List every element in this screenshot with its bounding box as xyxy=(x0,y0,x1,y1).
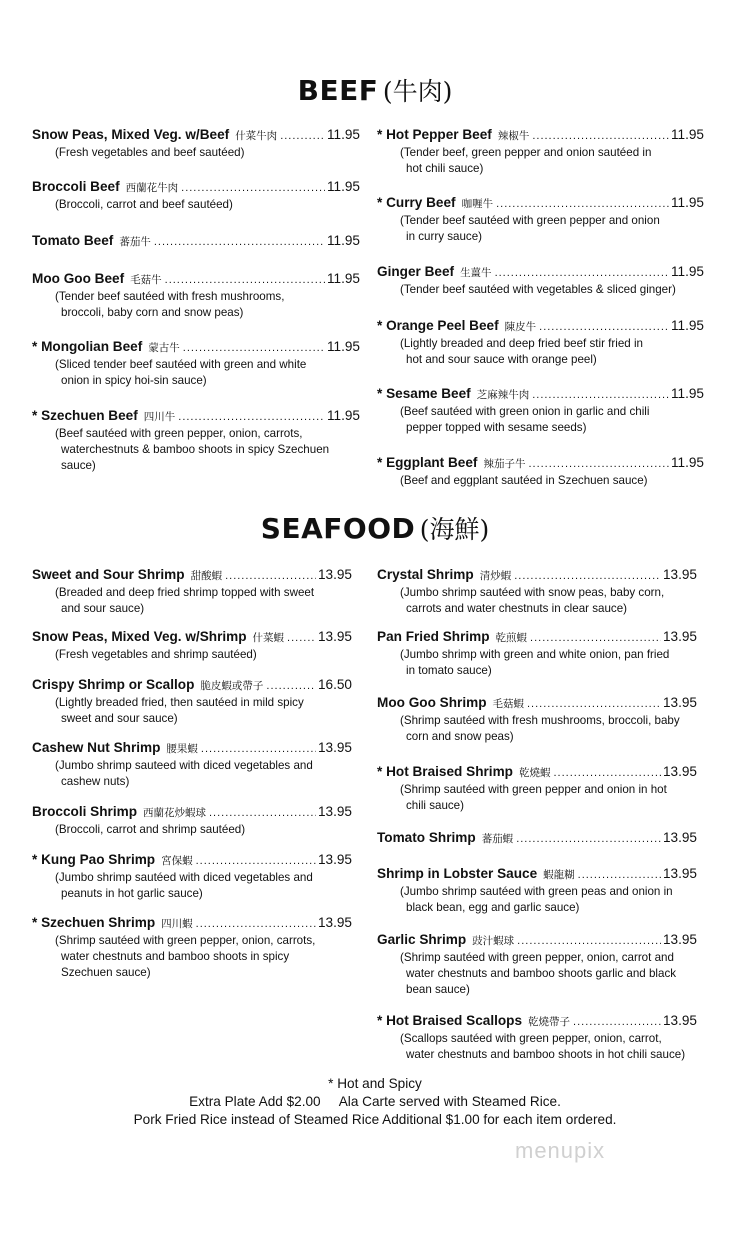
dish-price: 11.95 xyxy=(670,386,704,401)
menu-item-line xyxy=(377,629,697,645)
dish-description: carrots and water chestnuts in clear sauce) xyxy=(406,602,628,615)
dot-leader xyxy=(553,767,661,779)
dish-name: Ginger Beef xyxy=(377,264,455,279)
dot-leader xyxy=(527,698,661,710)
dish-name: Crispy Shrimp or Scallop xyxy=(32,677,195,692)
dot-leader xyxy=(496,198,669,210)
menu-item xyxy=(32,271,360,321)
menu-item-line xyxy=(32,629,352,645)
menu-item-line xyxy=(377,195,704,211)
dot-leader xyxy=(516,833,661,845)
dish-price: 13.95 xyxy=(662,695,697,710)
dish-description: (Jumbo shrimp sautéed with snow peas, baby corn, xyxy=(400,586,665,599)
menu-item xyxy=(377,866,697,916)
menu-item-line xyxy=(32,852,352,868)
menu-item xyxy=(32,179,360,213)
dish-description: (Jumbo shrimp sauteed with diced vegetables and xyxy=(55,759,313,772)
dot-leader xyxy=(196,918,316,930)
menu-item xyxy=(32,677,352,727)
footer-spicy-note: * Hot and Spicy xyxy=(328,1076,422,1091)
dish-price: 13.95 xyxy=(662,629,697,644)
dish-description: and sour sauce) xyxy=(61,602,145,615)
menu-item-line xyxy=(32,127,360,143)
dish-name: Crystal Shrimp xyxy=(377,567,474,582)
dish-description: cashew nuts) xyxy=(61,775,130,788)
dish-description: (Fresh vegetables and shrimp sautéed) xyxy=(55,648,257,661)
dot-leader xyxy=(183,342,325,354)
dish-name-chinese: 辣茄子牛 xyxy=(483,458,526,470)
dish-name-chinese: 毛菇牛 xyxy=(130,274,162,286)
dish-name-chinese: 蕃茄蝦 xyxy=(481,833,514,845)
dish-name-chinese: 宮保蝦 xyxy=(161,855,193,867)
dish-description: (Fresh vegetables and beef sautéed) xyxy=(55,146,245,159)
dish-name: Garlic Shrimp xyxy=(377,932,467,947)
dish-price: 11.95 xyxy=(326,339,360,354)
menu-item-line xyxy=(32,271,360,287)
dish-name: * Hot Braised Shrimp xyxy=(377,764,513,779)
dish-name-chinese: 什菜蝦 xyxy=(252,632,285,644)
dish-description: (Beef sautéed with green onion in garlic and chili xyxy=(400,405,650,418)
menu-item xyxy=(32,127,360,161)
dish-price: 13.95 xyxy=(662,932,697,947)
menu-item xyxy=(32,567,352,617)
menu-item xyxy=(32,629,352,663)
menu-item-line xyxy=(377,764,697,780)
dot-leader xyxy=(528,458,669,470)
dish-description: waterchestnuts & bamboo shoots in spicy Szechuen sauce) xyxy=(61,443,330,472)
menu-item xyxy=(377,695,697,745)
dish-name: Sweet and Sour Shrimp xyxy=(32,567,185,582)
dish-description: water chestnuts and bamboo shoots in hot chili sauce) xyxy=(406,1048,686,1061)
menu-item xyxy=(32,408,360,474)
dish-price: 13.95 xyxy=(662,866,697,881)
dish-description: (Beef and eggplant sautéed in Szechuen sauce) xyxy=(400,474,648,487)
dot-leader xyxy=(266,680,316,692)
dish-name: * Curry Beef xyxy=(377,195,456,210)
menu-item xyxy=(32,804,352,838)
menu-item xyxy=(377,629,697,679)
dish-price: 11.95 xyxy=(670,195,704,210)
dot-leader xyxy=(165,274,325,286)
menu-item xyxy=(377,318,704,368)
dish-price: 11.95 xyxy=(670,318,704,333)
dish-description: (Beef sautéed with green pepper, onion, carrots, xyxy=(55,427,303,440)
menu-item xyxy=(377,932,697,998)
dot-leader xyxy=(517,935,661,947)
dish-name-chinese: 蝦龍糊 xyxy=(543,869,575,881)
menu-item xyxy=(377,195,704,245)
dish-description: chili sauce) xyxy=(406,799,464,812)
dish-name-chinese: 陳皮牛 xyxy=(504,321,537,333)
dish-price: 13.95 xyxy=(317,915,352,930)
beef-title-cn: (牛肉) xyxy=(382,77,453,106)
dish-name-chinese: 蒙古牛 xyxy=(148,342,180,354)
dot-leader xyxy=(514,570,661,582)
dish-price: 13.95 xyxy=(317,804,352,819)
menu-item-line xyxy=(377,866,697,882)
menu-item xyxy=(377,764,697,814)
dish-name: Cashew Nut Shrimp xyxy=(32,740,161,755)
dish-description: peanuts in hot garlic sauce) xyxy=(61,887,203,900)
seafood-title: SEAFOOD xyxy=(260,512,416,545)
dish-description: (Shrimp sautéed with green pepper, onion, carrot and xyxy=(400,951,674,964)
beef-title: BEEF xyxy=(297,74,379,107)
dish-name-chinese: 四川蝦 xyxy=(161,918,193,930)
dish-name: * Mongolian Beef xyxy=(32,339,143,354)
dish-name: * Szechuen Shrimp xyxy=(32,915,156,930)
dish-price: 11.95 xyxy=(670,264,704,279)
menu-item-line xyxy=(32,567,352,583)
menu-item-line xyxy=(377,264,704,280)
dish-price: 11.95 xyxy=(326,271,360,286)
menu-item xyxy=(377,567,697,617)
dish-description: (Scallops sautéed with green pepper, onion, carrot, xyxy=(400,1032,662,1045)
dish-name: Moo Goo Beef xyxy=(32,271,125,286)
menupix-watermark: menupix xyxy=(515,1138,606,1163)
dish-description: (Shrimp sautéed with green pepper, onion, carrots, xyxy=(55,934,316,947)
dot-leader xyxy=(539,321,669,333)
dot-leader xyxy=(154,236,325,248)
dish-name: Tomato Beef xyxy=(32,233,114,248)
dish-description: water chestnuts and bamboo shoots garlic and black xyxy=(406,967,677,980)
dish-price: 11.95 xyxy=(326,233,360,248)
dish-name-chinese: 毛菇蝦 xyxy=(492,698,524,710)
menu-item xyxy=(377,264,704,298)
dish-name-chinese: 甜酸蝦 xyxy=(190,570,223,582)
dish-name: Snow Peas, Mixed Veg. w/Beef xyxy=(32,127,230,142)
dish-name: * Szechuen Beef xyxy=(32,408,138,423)
dot-leader xyxy=(495,267,669,279)
dish-description: (Tender beef sautéed with vegetables & sliced ginger) xyxy=(400,283,676,296)
menu-footer xyxy=(0,1075,750,1129)
menu-item-line xyxy=(32,233,360,249)
dish-description: black bean, egg and garlic sauce) xyxy=(406,901,580,914)
menu-item-line xyxy=(377,830,697,846)
dish-name-chinese: 清炒蝦 xyxy=(479,570,512,582)
dish-price: 13.95 xyxy=(317,629,352,644)
menu-item-line xyxy=(32,179,360,195)
dish-price: 16.50 xyxy=(317,677,352,692)
dish-name-chinese: 腰果蝦 xyxy=(166,743,198,755)
dish-price: 13.95 xyxy=(662,830,697,845)
dish-description: corn and snow peas) xyxy=(406,730,514,743)
dish-price: 11.95 xyxy=(326,179,360,194)
dish-name-chinese: 辣椒牛 xyxy=(497,130,530,142)
dish-name-chinese: 四川牛 xyxy=(143,411,176,423)
dish-name-chinese: 乾燒蝦 xyxy=(518,767,551,779)
dot-leader xyxy=(530,632,661,644)
dish-price: 13.95 xyxy=(317,567,352,582)
dish-price: 11.95 xyxy=(326,408,360,423)
dot-leader xyxy=(578,869,661,881)
dish-name: Shrimp in Lobster Sauce xyxy=(377,866,538,881)
dish-name-chinese: 咖喱牛 xyxy=(461,198,494,210)
dish-description: hot and sour sauce with orange peel) xyxy=(406,353,597,366)
dish-description: (Tender beef sautéed with fresh mushrooms, xyxy=(55,290,285,303)
dish-description: (Lightly breaded fried, then sautéed in mild spicy xyxy=(55,696,304,709)
menu-item-line xyxy=(377,127,704,143)
dish-name-chinese: 豉汁蝦球 xyxy=(472,935,515,947)
dish-name-chinese: 脆皮蝦或帶子 xyxy=(200,680,264,692)
dish-name: Pan Fried Shrimp xyxy=(377,629,490,644)
dish-description: (Sliced tender beef sautéed with green and white xyxy=(55,358,307,371)
dish-description: pepper topped with sesame seeds) xyxy=(406,421,587,434)
beef-section-title xyxy=(0,72,750,108)
dot-leader xyxy=(532,130,669,142)
menu-item xyxy=(32,852,352,902)
menu-item xyxy=(32,233,360,249)
dish-name-chinese: 芝麻辣牛肉 xyxy=(476,389,530,401)
menu-item-line xyxy=(32,740,352,756)
menu-item-line xyxy=(377,318,704,334)
menu-item-line xyxy=(377,1013,697,1029)
dish-description: (Tender beef, green pepper and onion sautéed in xyxy=(400,146,652,159)
dot-leader xyxy=(209,807,316,819)
dish-name-chinese: 蕃茄牛 xyxy=(119,236,151,248)
dish-name-chinese: 西蘭花牛肉 xyxy=(125,182,179,194)
dish-description: sweet and sour sauce) xyxy=(61,712,178,725)
menu-item xyxy=(32,915,352,981)
dot-leader xyxy=(287,632,316,644)
dish-price: 11.95 xyxy=(326,127,360,142)
seafood-title-cn: (海鮮) xyxy=(419,515,490,544)
dish-name-chinese: 西蘭花炒蝦球 xyxy=(143,807,206,819)
dish-name: Moo Goo Shrimp xyxy=(377,695,487,710)
dish-name: Broccoli Shrimp xyxy=(32,804,137,819)
menu-item-line xyxy=(32,915,352,931)
menu-item xyxy=(32,339,360,389)
dish-name: Tomato Shrimp xyxy=(377,830,476,845)
menu-item-line xyxy=(377,932,697,948)
menu-item-line xyxy=(32,408,360,424)
seafood-section-title xyxy=(0,510,750,546)
dish-description: in tomato sauce) xyxy=(406,664,492,677)
dish-description: onion in spicy hoi-sin sauce) xyxy=(61,374,207,387)
dish-description: (Tender beef sautéed with green pepper and onion xyxy=(400,214,660,227)
dot-leader xyxy=(573,1016,661,1028)
dot-leader xyxy=(181,182,325,194)
dish-name: * Sesame Beef xyxy=(377,386,471,401)
dish-price: 13.95 xyxy=(317,852,352,867)
dish-name: * Kung Pao Shrimp xyxy=(32,852,156,867)
dish-description: (Shrimp sautéed with fresh mushrooms, broccoli, baby xyxy=(400,714,680,727)
dish-name-chinese: 什菜牛肉 xyxy=(235,130,278,142)
dish-description: Szechuen sauce) xyxy=(61,966,151,979)
menu-item xyxy=(377,830,697,846)
dot-leader xyxy=(178,411,325,423)
dish-description: bean sauce) xyxy=(406,983,470,996)
menu-item-line xyxy=(377,455,704,471)
dish-name-chinese: 乾煎蝦 xyxy=(495,632,528,644)
dish-price: 13.95 xyxy=(662,1013,697,1028)
dish-price: 13.95 xyxy=(317,740,352,755)
dish-name-chinese: 生薑牛 xyxy=(460,267,492,279)
dish-description: (Lightly breaded and deep fried beef stir fried in xyxy=(400,337,643,350)
dish-name: * Eggplant Beef xyxy=(377,455,478,470)
dot-leader xyxy=(225,570,316,582)
dish-description: water chestnuts and bamboo shoots in spicy xyxy=(61,950,290,963)
dish-price: 11.95 xyxy=(670,455,704,470)
menu-item-line xyxy=(32,804,352,820)
dish-description: hot chili sauce) xyxy=(406,162,484,175)
dish-description: broccoli, baby corn and snow peas) xyxy=(61,306,244,319)
dish-description: (Jumbo shrimp with green and white onion, pan fried xyxy=(400,648,670,661)
dish-name: * Hot Braised Scallops xyxy=(377,1013,523,1028)
menu-item-line xyxy=(377,567,697,583)
dish-price: 13.95 xyxy=(662,567,697,582)
dish-description: (Jumbo shrimp sautéed with green peas and onion in xyxy=(400,885,673,898)
menu-item xyxy=(377,455,704,489)
menu-item xyxy=(377,386,704,436)
dish-name: * Orange Peel Beef xyxy=(377,318,499,333)
dish-name: Broccoli Beef xyxy=(32,179,120,194)
dot-leader xyxy=(280,130,325,142)
menu-item-line xyxy=(32,339,360,355)
dish-description: (Breaded and deep fried shrimp topped with sweet xyxy=(55,586,315,599)
footer-rice-note: Pork Fried Rice instead of Steamed Rice Additional $1.00 for each item ordered. xyxy=(133,1112,617,1127)
dot-leader xyxy=(532,389,669,401)
dot-leader xyxy=(196,855,316,867)
menu-item-line xyxy=(377,695,697,711)
dish-description: in curry sauce) xyxy=(406,230,483,243)
dish-name: * Hot Pepper Beef xyxy=(377,127,492,142)
menu-item-line xyxy=(32,677,352,693)
dish-description: (Broccoli, carrot and beef sautéed) xyxy=(55,198,233,211)
dish-description: (Shrimp sautéed with green pepper and onion in hot xyxy=(400,783,667,796)
dish-description: (Broccoli, carrot and shrimp sautéed) xyxy=(55,823,246,836)
dot-leader xyxy=(201,743,316,755)
dish-price: 11.95 xyxy=(670,127,704,142)
menu-item-line xyxy=(377,386,704,402)
dish-name-chinese: 乾燒帶子 xyxy=(528,1016,571,1028)
menu-item xyxy=(32,740,352,790)
menu-item xyxy=(377,127,704,177)
dish-name: Snow Peas, Mixed Veg. w/Shrimp xyxy=(32,629,247,644)
footer-plate-note: Extra Plate Add $2.00 Ala Carte served with Steamed Rice. xyxy=(189,1094,561,1109)
dish-description: (Jumbo shrimp sautéed with diced vegetables and xyxy=(55,871,313,884)
menu-item xyxy=(377,1013,697,1063)
dish-price: 13.95 xyxy=(662,764,697,779)
